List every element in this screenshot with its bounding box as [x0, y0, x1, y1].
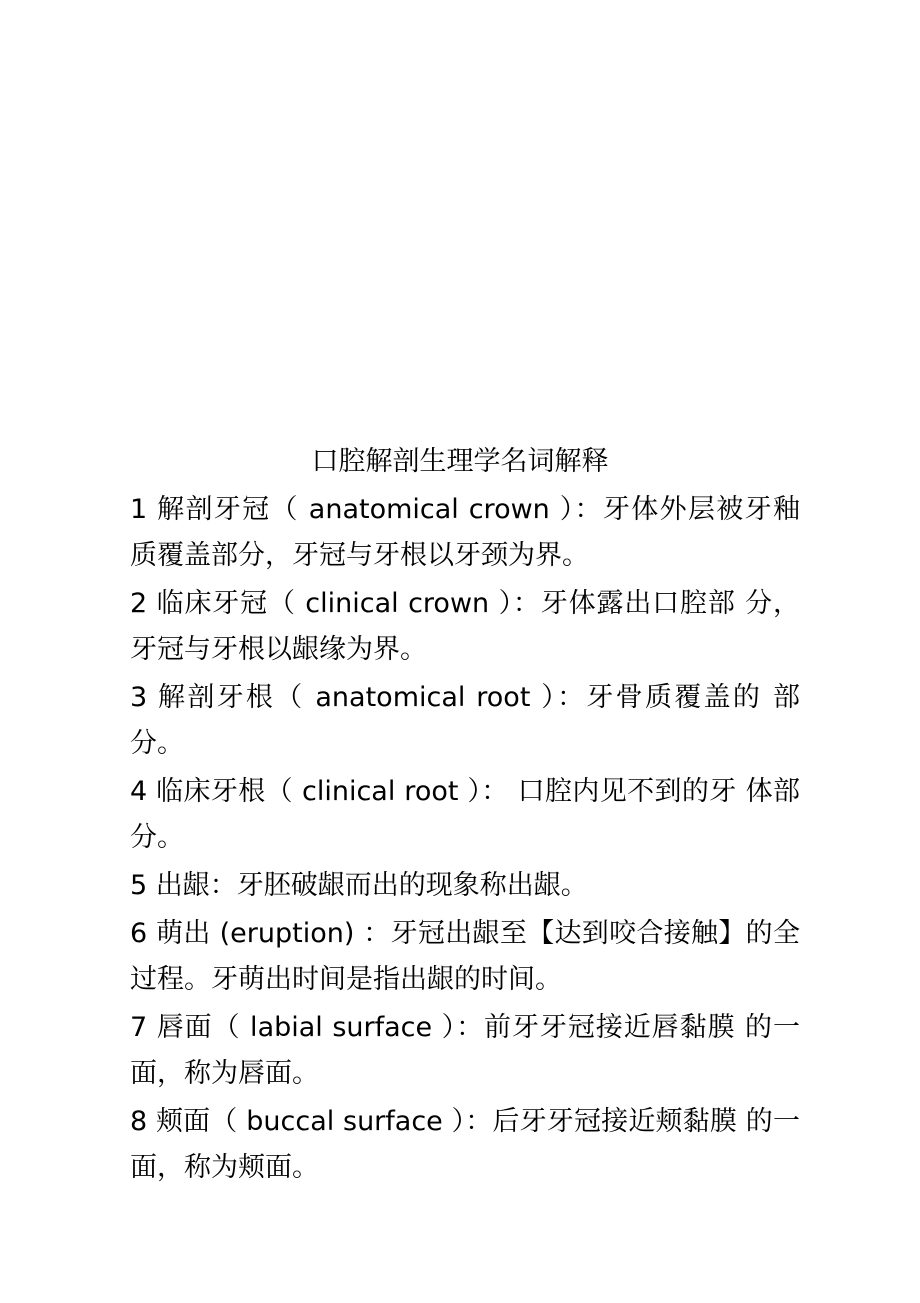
term-entry-4: 4 临床牙根（ clinical root ）： 口腔内见不到的牙 体部分。 — [130, 776, 800, 853]
term-entry-8: 8 颊面（ buccal surface ）：后牙牙冠接近颊黏膜 的一面，称为颊面。 — [130, 1106, 800, 1183]
document-title: 口腔解剖生理学名词解释 — [311, 446, 609, 477]
term-entry-5: 5 出龈：牙胚破龈而出的现象称出龈。 — [130, 870, 588, 901]
term-entry-6: 6 萌出 (eruption) ：牙冠出龈至【达到咬合接触】的全过程。牙萌出时间是指出龈的时间。 — [130, 918, 800, 995]
term-entry-1: 1 解剖牙冠（ anatomical crown ）：牙体外层被牙釉质覆盖部分，牙冠与牙根以牙颈为界。 — [130, 494, 800, 571]
term-entry-2: 2 临床牙冠（ clinical crown ）：牙体露出口腔部 分，牙冠与牙根以龈缘为界。 — [130, 588, 800, 665]
term-list — [130, 487, 800, 1193]
term-entry-3: 3 解剖牙根（ anatomical root ）：牙骨质覆盖的 部分。 — [130, 682, 800, 759]
term-entry-7: 7 唇面（ labial surface ）：前牙牙冠接近唇黏膜 的一面，称为唇面。 — [130, 1012, 800, 1089]
